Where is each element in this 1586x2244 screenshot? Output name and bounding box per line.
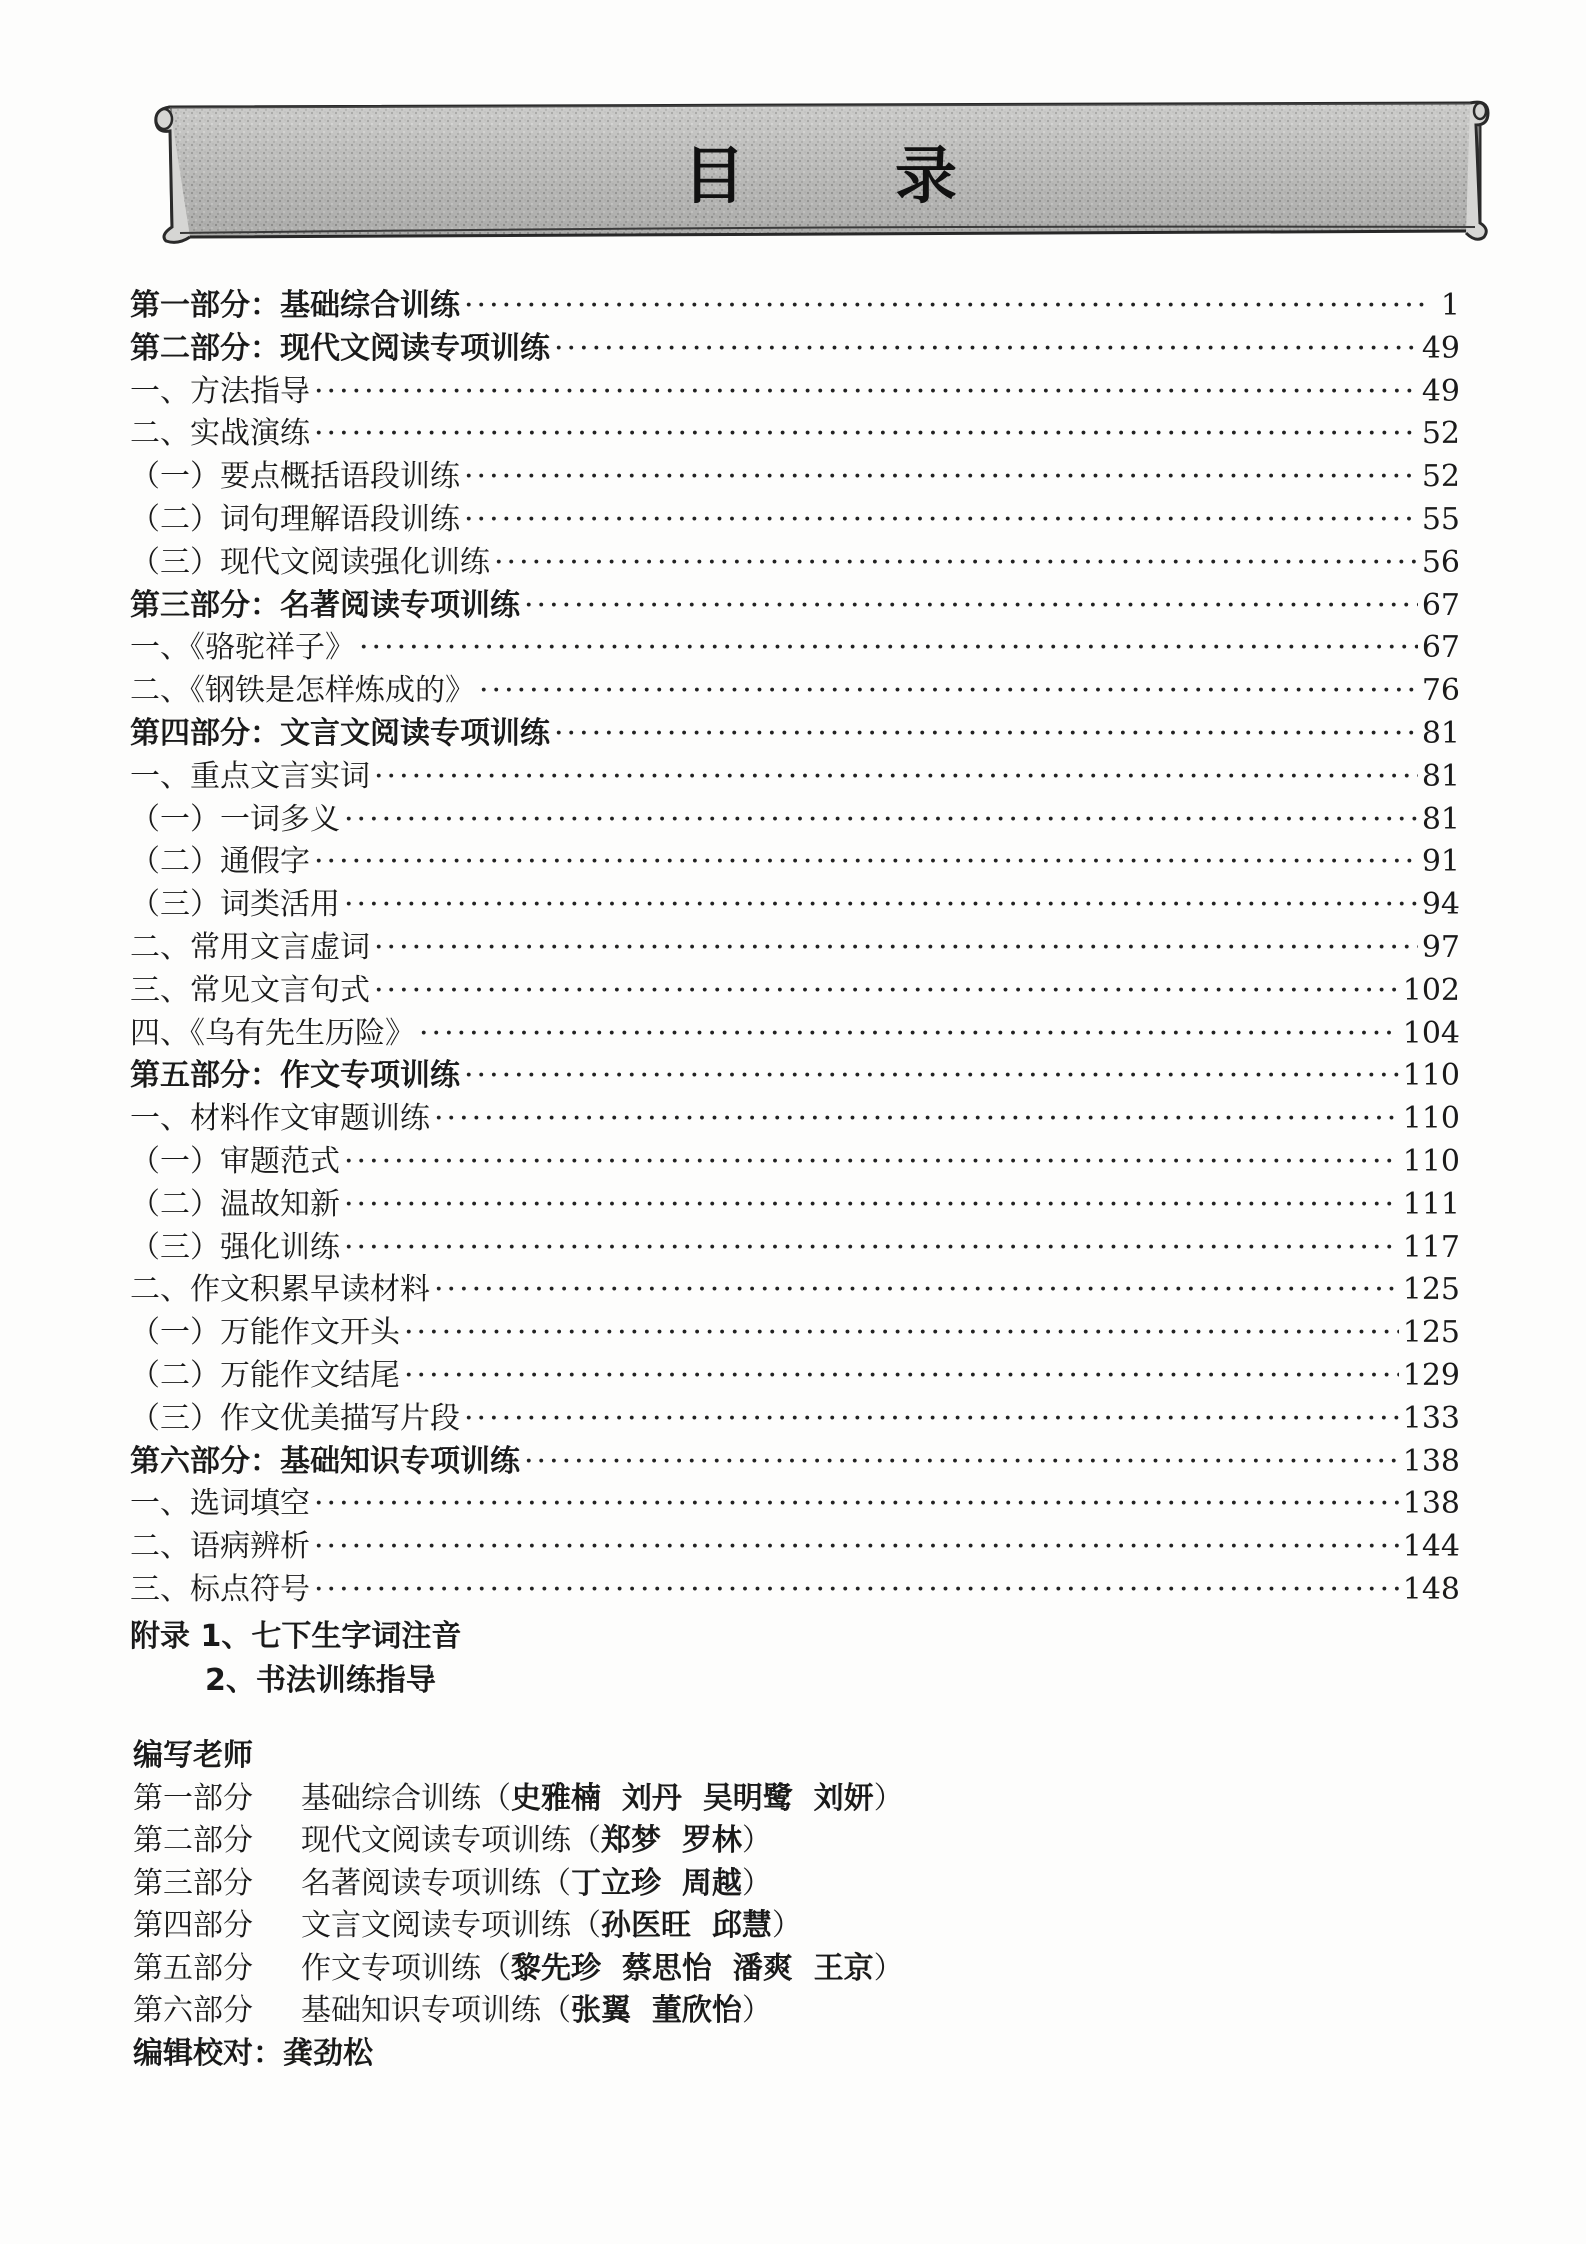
toc-entry-label: （一）一词多义: [130, 801, 340, 837]
editor-row: [133, 1905, 904, 1948]
toc-entry-page: 117: [1402, 1229, 1460, 1265]
editor-names: 丁立珍 周越: [571, 1865, 742, 1901]
toc-entry-label: （三）现代文阅读强化训练: [130, 544, 490, 580]
toc-entry-label: （二）词句理解语段训练: [130, 501, 460, 537]
toc-dot-leader: [464, 499, 1418, 542]
toc-entry: [130, 1098, 1460, 1141]
toc-entry-page: 52: [1421, 416, 1460, 452]
toc-dot-leader: [344, 884, 1418, 927]
editor-row: [133, 1778, 904, 1821]
toc-dot-leader: [434, 1269, 1399, 1312]
toc-entry: [130, 841, 1460, 884]
appendix-line-1: 附录 1、七下生字词注音: [130, 1619, 462, 1654]
toc-entry-label: （二）万能作文结尾: [130, 1357, 400, 1393]
toc-entry: [130, 328, 1460, 371]
toc-entry-label: （一）要点概括语段训练: [130, 459, 460, 495]
contents-banner: [150, 95, 1490, 245]
toc-entry-page: 81: [1421, 801, 1460, 837]
editor-names: 郑梦 罗林: [601, 1823, 742, 1858]
toc-entry-label: 一、《骆驼祥子》: [130, 630, 355, 666]
toc-dot-leader: [344, 1184, 1399, 1227]
toc-dot-leader: [314, 1483, 1399, 1526]
toc-entry-label: 四、《乌有先生历险》: [130, 1015, 415, 1051]
toc-entry-label: （三）词类活用: [130, 887, 340, 923]
toc-entry: [130, 1269, 1460, 1312]
toc-entry: [130, 1312, 1460, 1355]
toc-entry: [130, 1483, 1460, 1526]
toc-entry: [130, 371, 1460, 414]
editor-part: 第三部分: [133, 1865, 253, 1901]
toc-entry-label: 第一部分：基础综合训练: [130, 288, 460, 323]
toc-entry-label: （三）强化训练: [130, 1229, 340, 1265]
editor-part: 第六部分: [133, 1993, 253, 2028]
toc-entry-label: 第五部分：作文专项训练: [130, 1058, 460, 1094]
toc-dot-leader: [359, 627, 1418, 670]
toc-entry-page: 102: [1402, 972, 1460, 1008]
editor-subject: 现代文阅读专项训练（: [301, 1823, 601, 1858]
toc-entry: [130, 799, 1460, 842]
editors-heading: 编写老师: [133, 1738, 253, 1773]
toc-entry-label: 第二部分：现代文阅读专项训练: [130, 330, 550, 366]
toc-dot-leader: [419, 1013, 1399, 1056]
toc-entry: [130, 1569, 1460, 1612]
toc-entry-page: 52: [1421, 459, 1460, 495]
toc-entry-page: 67: [1421, 587, 1460, 623]
toc-dot-leader: [374, 970, 1399, 1013]
toc-entry: [130, 1398, 1460, 1441]
toc-entry-label: （二）通假字: [130, 844, 310, 880]
toc-entry-page: 110: [1402, 1101, 1460, 1137]
toc-dot-leader: [314, 371, 1418, 414]
toc-entry: [130, 1441, 1460, 1484]
toc-entry-label: 第三部分：名著阅读专项训练: [130, 587, 520, 623]
toc-dot-leader: [434, 1098, 1399, 1141]
proofreader: 编辑校对：龚劲松: [133, 2035, 373, 2071]
toc-entry-label: 二、《钢铁是怎样炼成的》: [130, 673, 475, 709]
toc-dot-leader: [554, 713, 1418, 756]
toc-entry-page: 104: [1402, 1015, 1460, 1051]
toc-entry: [130, 1141, 1460, 1184]
toc-entry: [130, 884, 1460, 927]
toc-entry-label: （三）作文优美描写片段: [130, 1400, 460, 1436]
toc-entry-page: 56: [1421, 544, 1460, 580]
toc-entry-page: 110: [1402, 1143, 1460, 1179]
toc-entry-page: 125: [1402, 1272, 1460, 1308]
editor-row: [133, 1863, 904, 1906]
editor-row: [133, 1820, 904, 1863]
toc-dot-leader: [524, 1441, 1399, 1484]
editor-close-paren: ）: [741, 1993, 772, 2028]
toc-entry: [130, 670, 1460, 713]
title-char-right: 录: [895, 138, 958, 212]
toc-dot-leader: [464, 456, 1418, 499]
toc-entry-page: 94: [1421, 887, 1460, 923]
editor-close-paren: ）: [741, 1823, 772, 1858]
editor-part: 第五部分: [133, 1950, 253, 1986]
toc-entry-page: 67: [1421, 630, 1460, 666]
toc-entry-label: 三、常见文言句式: [130, 972, 370, 1008]
editor-close-paren: ）: [771, 1908, 802, 1943]
toc-entry-label: 二、常用文言虚词: [130, 929, 370, 965]
toc-dot-leader: [464, 285, 1426, 328]
editor-names: 黎先珍 蔡思怡 潘爽 王京: [511, 1950, 874, 1986]
toc-entry: [130, 456, 1460, 499]
toc-dot-leader: [314, 841, 1418, 884]
toc-entry: [130, 1184, 1460, 1227]
toc-dot-leader: [344, 799, 1418, 842]
toc-entry: [130, 627, 1460, 670]
toc-dot-leader: [374, 927, 1418, 970]
editor-subject: 名著阅读专项训练（: [301, 1865, 571, 1901]
toc-entry: [130, 413, 1460, 456]
toc-entry-label: 一、选词填空: [130, 1486, 310, 1522]
toc-entry-label: 一、方法指导: [130, 373, 310, 409]
toc-entry-page: 138: [1402, 1486, 1460, 1522]
toc-entry-label: 二、作文积累早读材料: [130, 1272, 430, 1308]
toc-entry-label: （二）温故知新: [130, 1186, 340, 1222]
toc-entry-page: 49: [1421, 373, 1460, 409]
appendix-line-2: 2、书法训练指导: [205, 1663, 436, 1698]
toc-entry-label: 二、语病辨析: [130, 1529, 310, 1565]
editor-row: [133, 1948, 904, 1991]
editor-part: 第一部分: [133, 1780, 253, 1816]
toc-entry: [130, 585, 1460, 628]
toc-entry-page: 125: [1402, 1315, 1460, 1351]
editor-list: [133, 1778, 904, 2033]
toc-entry-label: 第四部分：文言文阅读专项训练: [130, 715, 550, 751]
toc-entry-label: 第六部分：基础知识专项训练: [130, 1443, 520, 1479]
toc-entry-page: 144: [1402, 1529, 1460, 1565]
toc-entry: [130, 1013, 1460, 1056]
toc-entry: [130, 542, 1460, 585]
appendix: [130, 1615, 461, 1703]
toc-entry-label: 一、重点文言实词: [130, 758, 370, 794]
toc-entry: [130, 1526, 1460, 1569]
editor-subject: 文言文阅读专项训练（: [301, 1908, 601, 1943]
toc-entry-page: 110: [1402, 1058, 1460, 1094]
toc-entry-label: 一、材料作文审题训练: [130, 1101, 430, 1137]
editor-row: [133, 1990, 904, 2033]
toc-entry-label: （一）审题范式: [130, 1143, 340, 1179]
editor-close-paren: ）: [873, 1950, 904, 1986]
toc-entry: [130, 285, 1460, 328]
toc-entry-page: 81: [1421, 715, 1460, 751]
toc-entry-page: 129: [1402, 1357, 1460, 1393]
toc-entry-label: 三、标点符号: [130, 1571, 310, 1607]
toc-entry-page: 138: [1402, 1443, 1460, 1479]
editor-subject: 基础知识专项训练（: [301, 1993, 571, 2028]
toc-entry-page: 111: [1402, 1186, 1460, 1222]
toc-entry: [130, 713, 1460, 756]
toc-entry: [130, 756, 1460, 799]
editor-close-paren: ）: [741, 1865, 772, 1901]
editor-close-paren: ）: [873, 1780, 904, 1816]
table-of-contents: [130, 285, 1460, 1612]
toc-entry-page: 55: [1421, 501, 1460, 537]
editor-subject: 基础综合训练（: [301, 1780, 511, 1816]
toc-entry-page: 91: [1421, 844, 1460, 880]
toc-dot-leader: [374, 756, 1418, 799]
toc-entry: [130, 1227, 1460, 1270]
contents-title: [150, 95, 1490, 245]
toc-entry-page: 49: [1421, 330, 1460, 366]
toc-dot-leader: [524, 585, 1418, 628]
toc-entry-label: 二、实战演练: [130, 416, 310, 452]
toc-dot-leader: [344, 1227, 1399, 1270]
editors-section: [133, 1735, 904, 2075]
editor-names: 张翼 董欣怡: [571, 1993, 742, 2028]
toc-entry-page: 97: [1421, 929, 1460, 965]
toc-entry-page: 133: [1402, 1400, 1460, 1436]
editor-subject: 作文专项训练（: [301, 1950, 511, 1986]
toc-dot-leader: [464, 1055, 1399, 1098]
editor-names: 史雅楠 刘丹 吴明鹭 刘妍: [511, 1780, 874, 1816]
title-char-left: 目: [682, 138, 745, 212]
toc-dot-leader: [404, 1355, 1399, 1398]
toc-entry: [130, 1055, 1460, 1098]
toc-dot-leader: [404, 1312, 1399, 1355]
toc-dot-leader: [464, 1398, 1399, 1441]
editor-part: 第四部分: [133, 1908, 253, 1943]
toc-dot-leader: [494, 542, 1418, 585]
toc-entry-page: 1: [1440, 288, 1460, 323]
toc-entry-page: 76: [1421, 673, 1460, 709]
toc-dot-leader: [314, 1569, 1399, 1612]
toc-entry: [130, 499, 1460, 542]
toc-dot-leader: [344, 1141, 1399, 1184]
toc-entry: [130, 927, 1460, 970]
toc-entry-page: 148: [1402, 1571, 1460, 1607]
toc-entry-page: 81: [1421, 758, 1460, 794]
toc-dot-leader: [314, 413, 1418, 456]
toc-dot-leader: [314, 1526, 1399, 1569]
toc-entry: [130, 970, 1460, 1013]
toc-dot-leader: [554, 328, 1418, 371]
editor-part: 第二部分: [133, 1823, 253, 1858]
toc-entry: [130, 1355, 1460, 1398]
toc-entry-label: （一）万能作文开头: [130, 1315, 400, 1351]
toc-dot-leader: [479, 670, 1418, 713]
editor-names: 孙医旺 邱慧: [601, 1908, 772, 1943]
